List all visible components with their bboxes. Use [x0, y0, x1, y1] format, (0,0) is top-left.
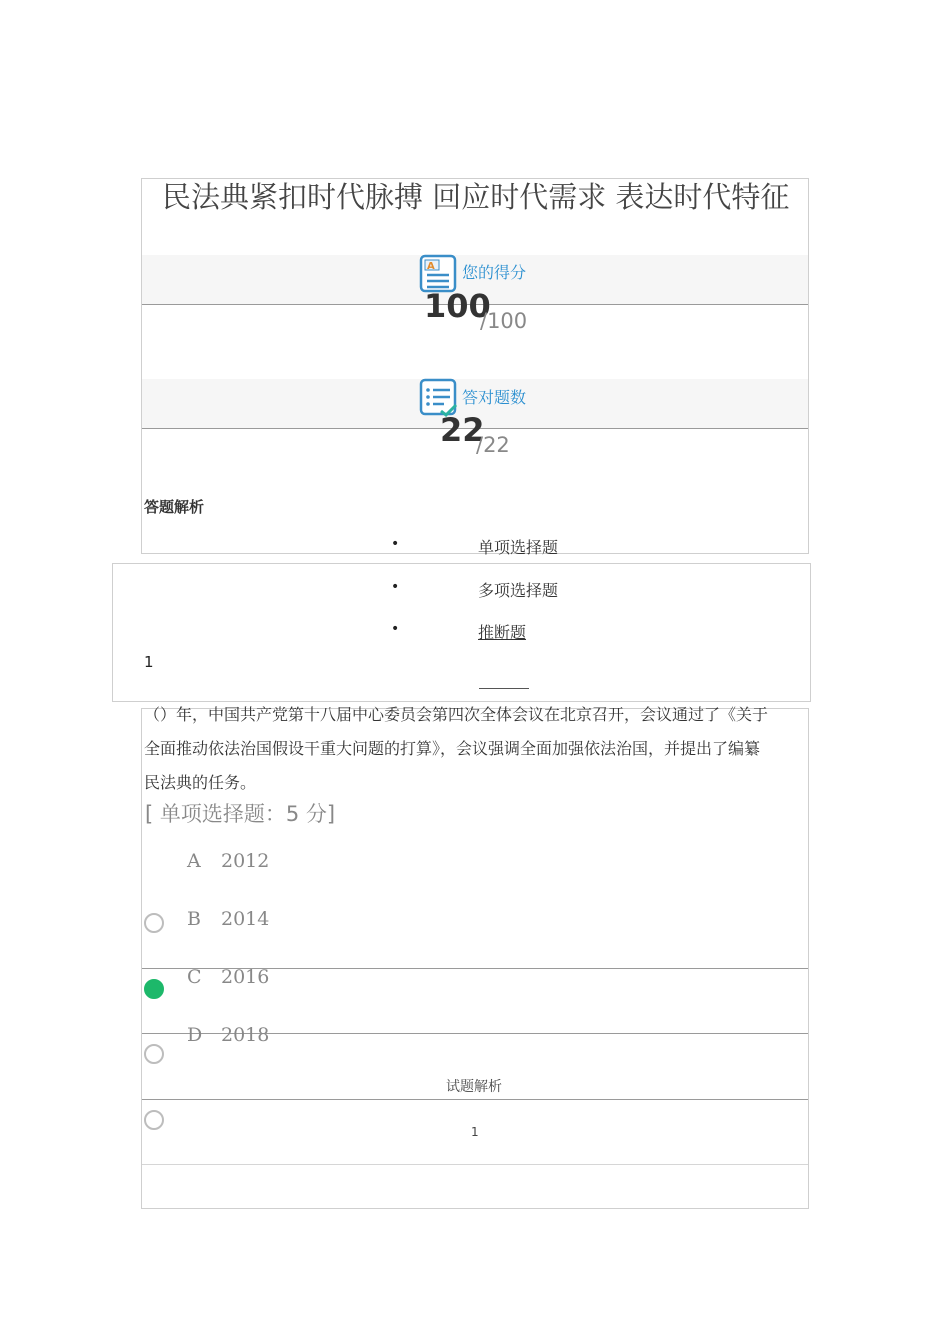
score-label: 您的得分 [462, 263, 527, 282]
result-panel [141, 178, 809, 554]
analysis-heading: 答题解析 [144, 498, 205, 516]
page-title: 民法典紧扣时代脉搏 回应时代需求 表达时代特征 [162, 180, 790, 214]
option-a-text: 2012 [221, 850, 270, 872]
question-number: 1 [144, 653, 154, 671]
tab-judgment[interactable]: 推断题 [478, 623, 527, 642]
svg-text:A: A [427, 261, 435, 272]
option-c-radio[interactable] [144, 1044, 164, 1064]
bullet: • [391, 579, 400, 595]
option-divider [142, 1164, 808, 1165]
tab-multiple-choice[interactable]: 多项选择题 [478, 581, 559, 600]
tab-single-choice[interactable]: 单项选择题 [478, 538, 559, 557]
tab-underline [479, 688, 529, 689]
score-value: 100 [424, 287, 491, 325]
option-b-text: 2014 [221, 908, 270, 930]
correct-total: /22 [476, 433, 510, 457]
question-analysis-label: 试题解析 [446, 1079, 502, 1095]
tab-panel [112, 563, 811, 702]
option-a-radio[interactable] [144, 913, 164, 933]
bullet: • [391, 621, 400, 637]
option-d-text: 2018 [221, 1024, 270, 1046]
option-divider [142, 1099, 808, 1100]
option-b-letter: B [187, 908, 201, 930]
score-total: /100 [480, 309, 528, 333]
question-type-score: [ 单项选择题：5 分] [145, 802, 336, 826]
correct-value: 22 [440, 411, 485, 449]
option-c-text: 2016 [221, 966, 270, 988]
question-text-line: 全面推动依法治国假设干重大问题的打算》，会议强调全面加强依法治国，并提出了编纂 [144, 739, 761, 758]
option-c-letter: C [187, 966, 202, 988]
question-text-line: 民法典的任务。 [144, 773, 257, 792]
question-analysis-value: 1 [471, 1125, 479, 1139]
option-a-letter: A [187, 850, 201, 872]
option-b-radio[interactable] [144, 979, 164, 999]
correct-label: 答对题数 [462, 388, 527, 407]
option-d-letter: D [187, 1024, 203, 1046]
question-text-line: （）年，中国共产党第十八届中心委员会第四次全体会议在北京召开，会议通过了《关于 [144, 705, 769, 724]
bullet: • [391, 536, 400, 552]
option-d-radio[interactable] [144, 1110, 164, 1130]
